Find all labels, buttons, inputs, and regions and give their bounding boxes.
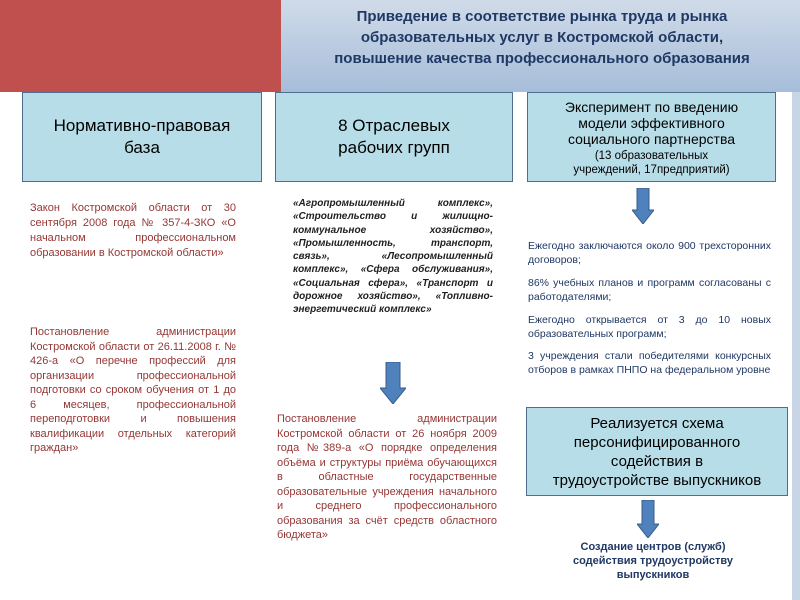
centers-line-2: содействия трудоустройству [572,555,734,567]
experiment-box-line-2: модели эффективного [578,115,725,131]
personalized-scheme-box [526,407,788,496]
experiment-box-line-3: социального партнерства [567,131,736,147]
centers-line-3: выпускников [616,569,690,581]
title-line-2: образовательных услуг в Костромской области, [360,29,724,46]
result-contracts: Ежегодно заключаются около 900 трехсторонних договоров; [528,240,771,266]
title-line-3: повышение качества профессионального образования [334,50,750,67]
left-color-band [0,0,281,92]
title-line-1: Приведение в соответствие рынка труда и рынка [356,8,728,25]
slide-title [292,6,792,69]
centers-line-1: Создание центров (служб) [580,541,726,553]
industry-groups-list: «Агропромышленный комплекс», «Строительство и жилищно-коммунальное хозяйство», «Промышленность, транспорт, связь», «Лесопромышленный комплекс», «Сфера обслуживания», «Социальная сфера», «Транспорт и дорожное хозяйство», «Топливно-энергетический комплекс» [293,198,493,316]
experiment-box-subtitle [573,149,729,177]
result-winners: 3 учреждения стали победителями конкурсных отборов в рамках ПНПО на федеральном уровне [528,350,771,376]
result-new-programs: Ежегодно открывается от 3 до 10 новых образовательных программ; [528,314,771,340]
experiment-sub-line-1: (13 образовательных [594,150,709,162]
scheme-line-2: персонифицированного [573,433,741,451]
decree-426-text: Постановление администрации Костромской области от 26.11.2008 г. № 426-а «О перечне профессий для организации профессиональной подготовки со сроком обучения от 1 до 6 месяцев, профессиональной переподготовки и повышения квалификации отдельных категорий граждан» [30,326,236,454]
normative-base-box [22,92,262,182]
groups-box-line-2: рабочих групп [338,138,450,157]
working-groups-box [275,92,513,182]
scheme-line-3: содействия в [610,452,704,470]
experiment-box [527,92,776,182]
result-curricula: 86% учебных планов и программ согласованы с работодателями; [528,277,771,303]
experiment-box-line-1: Эксперимент по введению [564,99,739,115]
decree-389-text: Постановление администрации Костромской области от 26 ноября 2009 года №389-а «О порядке определения объёма и структуры приёма обучающихся в областные государственные образовательные учреждения начального и среднего профессионального образования за счёт средств областного бюджета» [277,413,497,541]
regional-law-text: Закон Костромской области от 30 сентября 2008 года № 357-4-ЗКО «О начальном профессиональном образовании в Костромской области» [30,202,236,259]
scheme-line-1: Реализуется схема [590,414,724,432]
normative-box-line-1: Нормативно-правовая [53,116,231,135]
groups-box-line-1: 8 Отраслевых [338,116,450,135]
employment-centers-text [558,540,748,582]
scheme-line-4: трудоустройстве выпускников [552,471,762,489]
right-edge-strip [792,92,800,600]
experiment-sub-line-2: учреждений, 17предприятий) [573,164,730,176]
normative-box-line-2: база [124,138,160,157]
